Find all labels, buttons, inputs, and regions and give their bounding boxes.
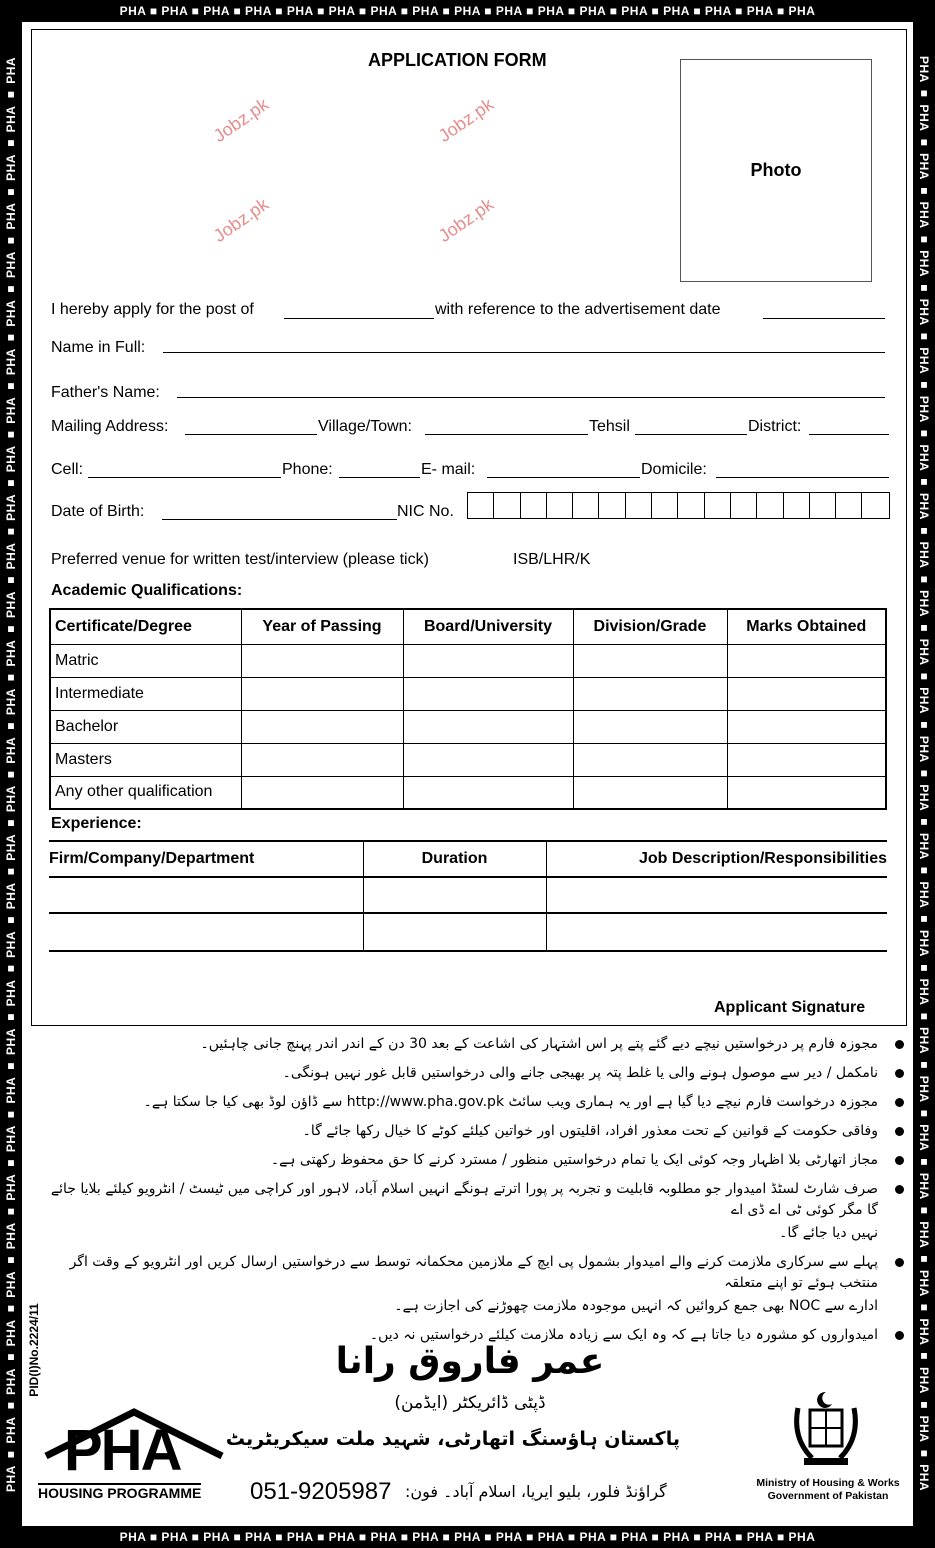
bullet-icon bbox=[895, 1069, 904, 1078]
venue-label: Preferred venue for written test/interview (please tick) bbox=[51, 551, 429, 568]
government-emblem-icon bbox=[788, 1388, 864, 1470]
cell[interactable] bbox=[403, 644, 573, 677]
cell[interactable] bbox=[727, 644, 886, 677]
bullet-icon bbox=[895, 1098, 904, 1107]
cell[interactable] bbox=[241, 743, 403, 776]
academic-table bbox=[49, 608, 887, 810]
instruction-item: مجاز اتھارٹی بلا اظہار وجہ کوئی ایک یا تمام درخواستیں منظور / مسترد کرنے کا حق محفوظ رکھتی ہے۔ bbox=[270, 1152, 878, 1168]
cell[interactable] bbox=[363, 913, 546, 951]
ad-date-field[interactable] bbox=[763, 318, 885, 319]
cell[interactable] bbox=[241, 677, 403, 710]
village-label: Village/Town: bbox=[318, 418, 412, 435]
tehsil-label: Tehsil bbox=[589, 418, 630, 435]
bottom-border-strip bbox=[0, 1526, 935, 1548]
cell[interactable] bbox=[573, 743, 727, 776]
row-label: Any other qualification bbox=[50, 776, 241, 809]
name-label: Name in Full: bbox=[51, 339, 146, 356]
cell[interactable] bbox=[727, 710, 886, 743]
column-header: Duration bbox=[363, 841, 546, 877]
column-header: Marks Obtained bbox=[727, 609, 886, 644]
cell[interactable] bbox=[241, 710, 403, 743]
cell[interactable] bbox=[241, 776, 403, 809]
phone-number: 051-9205987 bbox=[250, 1478, 392, 1505]
cell[interactable] bbox=[403, 677, 573, 710]
mailing-field[interactable] bbox=[185, 434, 317, 435]
instruction-item-cont: نہیں دیا جائے گا۔ bbox=[779, 1225, 878, 1241]
bullet-icon bbox=[895, 1185, 904, 1194]
watermark: Jobz.pk bbox=[434, 94, 498, 146]
cell[interactable] bbox=[403, 776, 573, 809]
top-border-text: PHA ■ PHA ■ PHA ■ PHA ■ PHA ■ PHA ■ PHA ■ PHA ■ PHA ■ PHA ■ PHA ■ PHA ■ PHA ■ PHA ■ PHA ■ PHA ■ PHA bbox=[119, 4, 816, 18]
experience-heading: Experience: bbox=[51, 815, 142, 832]
instruction-item-cont: ادارے سے NOC بھی جمع کروائیں کہ انہیں موجودہ ملازمت چھوڑنے کی اجازت ہے۔ bbox=[394, 1298, 878, 1314]
phone-field[interactable] bbox=[339, 477, 420, 478]
bottom-border-text: PHA ■ PHA ■ PHA ■ PHA ■ PHA ■ PHA ■ PHA ■ PHA ■ PHA ■ PHA ■ PHA ■ PHA ■ PHA ■ PHA ■ PHA ■ PHA ■ PHA bbox=[119, 1530, 816, 1544]
cell[interactable] bbox=[546, 913, 887, 951]
instruction-item: مجوزہ فارم پر درخواستیں نیچے دیے گئے پتے پر اس اشتہار کی اشاعت کے بعد 30 دن کے اندر اندر پہنچ جانی چاہئیں۔ bbox=[200, 1036, 878, 1052]
watermark: Jobz.pk bbox=[434, 194, 498, 246]
logo-text: PHA bbox=[64, 1418, 181, 1483]
table-row bbox=[49, 877, 887, 913]
pha-logo bbox=[36, 1408, 232, 1503]
pid-number-box bbox=[24, 1285, 44, 1415]
address: گراؤنڈ فلور، بلیو ایریا، اسلام آباد۔ فون: bbox=[405, 1482, 667, 1501]
table-header-row bbox=[49, 841, 887, 877]
experience-table bbox=[49, 840, 887, 952]
column-header: Division/Grade bbox=[573, 609, 727, 644]
table-row bbox=[50, 677, 886, 710]
watermark: Jobz.pk bbox=[209, 194, 273, 246]
pid-number: PID(I)No.2224/11 bbox=[27, 1303, 41, 1397]
designation: ڈپٹی ڈائریکٹر (ایڈمن) bbox=[394, 1393, 546, 1413]
post-field[interactable] bbox=[284, 318, 434, 319]
domicile-field[interactable] bbox=[716, 477, 889, 478]
phone-label: Phone: bbox=[282, 461, 333, 478]
instructions-list bbox=[48, 1034, 910, 1354]
father-label: Father's Name: bbox=[51, 384, 160, 401]
father-field[interactable] bbox=[177, 397, 885, 398]
logo-subtitle: HOUSING PROGRAMME bbox=[38, 1485, 202, 1501]
village-field[interactable] bbox=[425, 434, 588, 435]
top-border-strip bbox=[0, 0, 935, 22]
instruction-item[interactable]: مجوزہ درخواست فارم نیچے دیا گیا ہے اور یہ ہماری ویب سائٹ http://www.pha.gov.pk سے ڈاؤن لوڈ بھی کیا جا سکتا ہے۔ bbox=[143, 1094, 878, 1110]
district-label: District: bbox=[748, 418, 802, 435]
email-field[interactable] bbox=[487, 477, 640, 478]
right-border-text: PHA ■ PHA ■ PHA ■ PHA ■ PHA ■ PHA ■ PHA ■ PHA ■ PHA ■ PHA ■ PHA ■ PHA ■ PHA ■ PHA ■ PHA ■ PHA ■ PHA ■ PHA ■ PHA ■ PHA ■ PHA ■ PHA ■ PHA ■ PHA ■ PHA ■ PHA ■ PHA ■ PHA ■ PHA ■ PHA bbox=[917, 56, 931, 1492]
apply-mid-label: with reference to the advertisement date bbox=[435, 301, 721, 318]
academic-heading: Academic Qualifications: bbox=[51, 582, 243, 599]
cell[interactable] bbox=[403, 743, 573, 776]
domicile-label: Domicile: bbox=[641, 461, 707, 478]
table-row bbox=[49, 913, 887, 951]
email-label: E- mail: bbox=[421, 461, 476, 478]
apply-label: I hereby apply for the post of bbox=[51, 301, 254, 318]
photo-label: Photo bbox=[750, 160, 802, 180]
organization: پاکستان ہاؤسنگ اتھارٹی، شہید ملت سیکریٹریٹ bbox=[225, 1428, 680, 1450]
row-label: Intermediate bbox=[50, 677, 241, 710]
table-row bbox=[50, 644, 886, 677]
bullet-icon bbox=[895, 1156, 904, 1165]
column-header: Board/University bbox=[403, 609, 573, 644]
cell[interactable] bbox=[49, 913, 363, 951]
bullet-icon bbox=[895, 1127, 904, 1136]
column-header: Job Description/Responsibilities bbox=[546, 841, 887, 877]
cell-label: Cell: bbox=[51, 461, 84, 478]
cell[interactable] bbox=[573, 677, 727, 710]
instruction-item: نامکمل / دیر سے موصول ہونے والی یا غلط پتہ پر بھیجی جانے والی درخواستیں قابل غور نہیں ہونگی۔ bbox=[282, 1065, 878, 1081]
cell[interactable] bbox=[546, 877, 887, 913]
instruction-item: وفاقی حکومت کے قوانین کے تحت معذور افراد، اقلیتوں اور خواتین کیلئے کوٹے کا خیال رکھا جائے گا۔ bbox=[302, 1123, 878, 1139]
cell[interactable] bbox=[241, 644, 403, 677]
government-name: Government of Pakistan bbox=[767, 1490, 889, 1502]
form-title: APPLICATION FORM bbox=[368, 50, 547, 70]
cell[interactable] bbox=[727, 677, 886, 710]
instruction-item: صرف شارٹ لسٹڈ امیدوار جو مطلوبہ قابلیت و تجربہ پر پورا اترتے ہونگے انہیں اسلام آباد، لاہور اور کراچی میں ٹیسٹ / انٹرویو کیلئے بلایا جائے گا مگر کوئی ٹی اے ڈی اے bbox=[50, 1181, 878, 1218]
table-row bbox=[50, 776, 886, 809]
bullet-icon bbox=[895, 1040, 904, 1049]
row-label: Masters bbox=[50, 743, 241, 776]
mailing-label: Mailing Address: bbox=[51, 418, 169, 435]
bullet-icon bbox=[895, 1331, 904, 1340]
district-field[interactable] bbox=[809, 434, 889, 435]
column-header: Firm/Company/Department bbox=[49, 841, 363, 877]
nic-label: NIC No. bbox=[397, 503, 454, 520]
cell[interactable] bbox=[403, 710, 573, 743]
cell-field[interactable] bbox=[88, 477, 281, 478]
cell[interactable] bbox=[727, 776, 886, 809]
watermark: Jobz.pk bbox=[209, 94, 273, 146]
tehsil-field[interactable] bbox=[635, 434, 747, 435]
left-border-text: PHA ■ PHA ■ PHA ■ PHA ■ PHA ■ PHA ■ PHA ■ PHA ■ PHA ■ PHA ■ PHA ■ PHA ■ PHA ■ PHA ■ PHA ■ PHA ■ PHA ■ PHA ■ PHA ■ PHA ■ PHA ■ PHA ■ PHA ■ PHA ■ PHA ■ PHA ■ PHA ■ PHA ■ PHA ■ PHA bbox=[4, 56, 18, 1492]
column-header: Certificate/Degree bbox=[50, 609, 241, 644]
row-label: Matric bbox=[50, 644, 241, 677]
bullet-icon bbox=[895, 1258, 904, 1267]
nic-boxes[interactable] bbox=[467, 492, 890, 519]
right-border-strip bbox=[913, 22, 935, 1526]
ministry-name: Ministry of Housing & Works bbox=[756, 1477, 900, 1489]
instruction-item: پہلے سے سرکاری ملازمت کرنے والے امیدوار بشمول پی ایچ کے ملازمین محکمانہ توسط سے درخواستیں ارسال کریں اور انٹرویو کے وقت اگر منتخب ہوئے تو اپنے متعلقہ bbox=[69, 1254, 878, 1291]
photo-box bbox=[680, 59, 872, 282]
left-border-strip bbox=[0, 22, 22, 1526]
column-header: Year of Passing bbox=[241, 609, 403, 644]
cell[interactable] bbox=[573, 710, 727, 743]
signature-label: Applicant Signature bbox=[714, 999, 866, 1016]
cell[interactable] bbox=[363, 877, 546, 913]
dob-field[interactable] bbox=[162, 519, 397, 520]
instruction-item: امیدواروں کو مشورہ دیا جاتا ہے کہ وہ ایک سے زیادہ ملازمت کیلئے درخواستیں نہ دیں۔ bbox=[369, 1327, 878, 1343]
table-row bbox=[50, 743, 886, 776]
row-label: Bachelor bbox=[50, 710, 241, 743]
officer-name: عمر فاروق رانا bbox=[335, 1341, 605, 1382]
cell[interactable] bbox=[573, 644, 727, 677]
cell[interactable] bbox=[49, 877, 363, 913]
dob-label: Date of Birth: bbox=[51, 503, 145, 520]
table-row bbox=[50, 710, 886, 743]
cell[interactable] bbox=[573, 776, 727, 809]
venue-options[interactable]: ISB/LHR/K bbox=[513, 551, 591, 568]
table-header-row bbox=[50, 609, 886, 644]
name-field[interactable] bbox=[163, 352, 885, 353]
cell[interactable] bbox=[727, 743, 886, 776]
